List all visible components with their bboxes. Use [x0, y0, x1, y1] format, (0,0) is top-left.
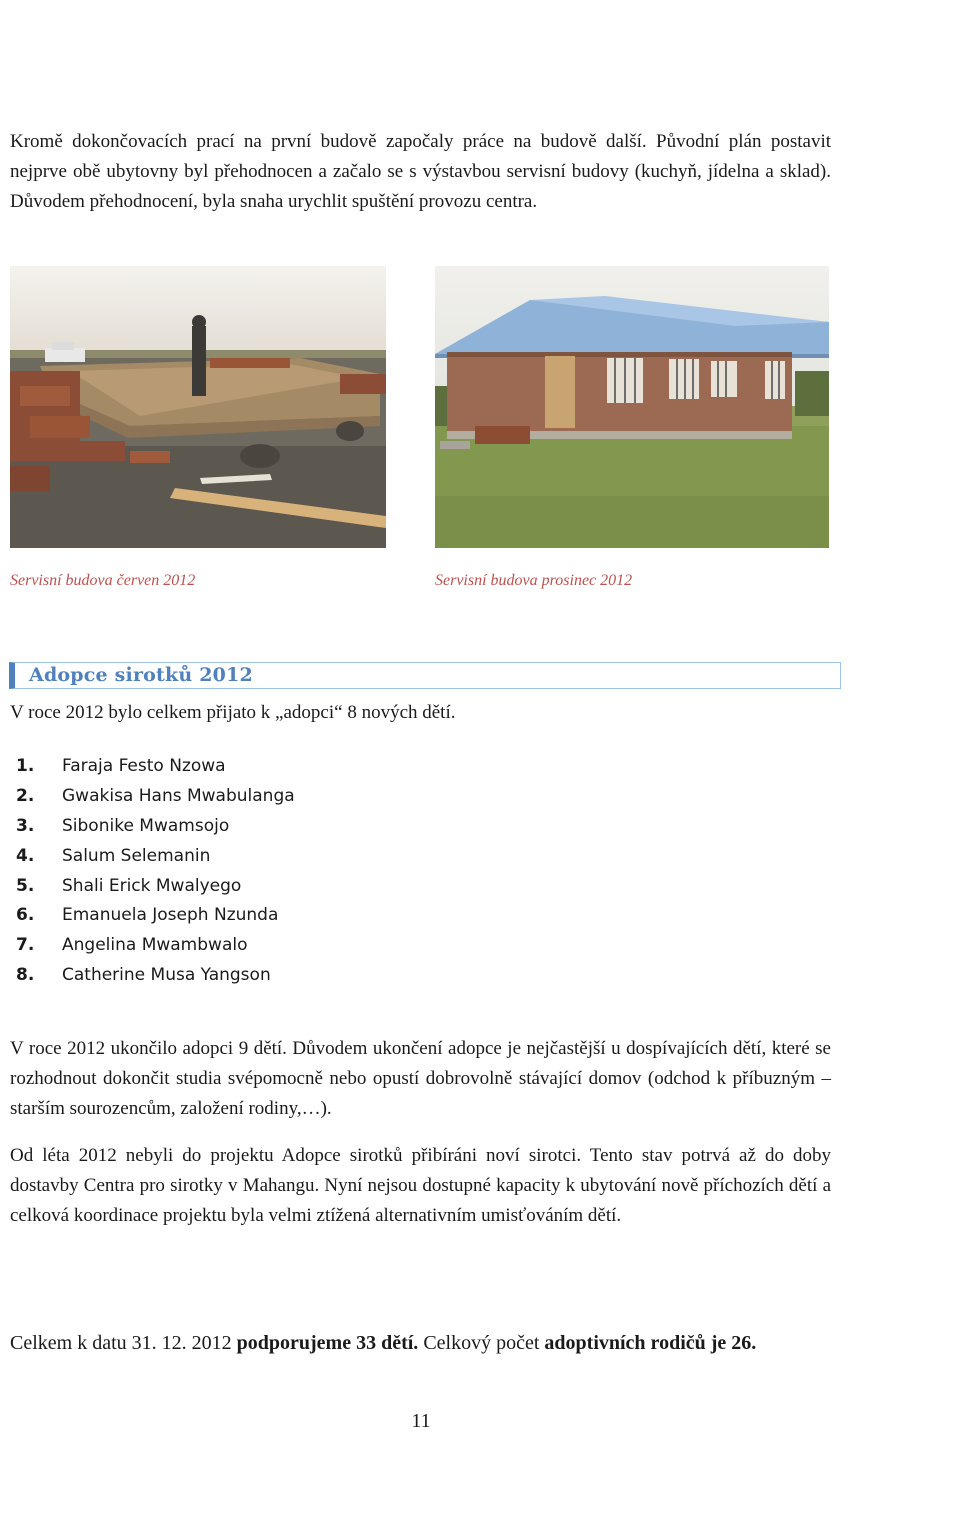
- child-name: Faraja Festo Nzowa: [62, 756, 226, 776]
- list-item: [10, 812, 295, 842]
- child-name: Salum Selemanin: [62, 845, 211, 866]
- photo-caption-right: Servisní budova prosinec 2012: [435, 572, 633, 589]
- child-name: Gwakisa Hans Mwabulanga: [62, 785, 295, 806]
- section-heading: [9, 662, 841, 689]
- construction-foundation-photo: [10, 266, 386, 548]
- photo-caption-left: Servisní budova červen 2012: [10, 572, 196, 589]
- child-name: Emanuela Joseph Nzunda: [62, 905, 279, 926]
- list-item-number: 6.: [16, 905, 35, 926]
- list-item-number: 8.: [16, 965, 35, 986]
- new-orphans-paragraph: Od léta 2012 nebyli do projektu Adopce sirotků přibíráni noví sirotci. Tento stav potrvá až do doby dostavby Centra pro sirotky v Mahangu. Nyní nejsou dostupné kapacity k ubytování nově příchozích dětí a celková koordinace projektu byla velmi ztížená alternativním umisťováním dětí.: [10, 1145, 831, 1226]
- child-name: Angelina Mwambwalo: [62, 935, 248, 956]
- summary-children-count: podporujeme 33 dětí.: [236, 1332, 419, 1354]
- list-item-number: 2.: [16, 785, 35, 806]
- children-list: [10, 752, 295, 991]
- child-name: Shali Erick Mwalyego: [62, 875, 242, 896]
- summary-parents-count: adoptivních rodičů je 26.: [544, 1332, 757, 1354]
- adoption-intro: V roce 2012 bylo celkem přijato k „adopci“ 8 nových dětí.: [10, 702, 456, 723]
- child-name: Catherine Musa Yangson: [62, 965, 271, 986]
- list-item: [10, 782, 295, 812]
- summary-prefix: Celkem k datu 31. 12. 2012: [10, 1332, 237, 1354]
- section-heading-text: Adopce sirotků 2012: [29, 664, 253, 686]
- list-item-number: 4.: [16, 845, 35, 866]
- ended-adoption-paragraph: V roce 2012 ukončilo adopci 9 dětí. Důvodem ukončení adopce je nejčastější u dospívajících dětí, které se rozhodnout dokončit studia svépomocně nebo opustí dobrovolně stávající domov (odchod k příbuzným – starším sourozencům, založení rodiny,…).: [10, 1038, 831, 1119]
- summary-middle: Celkový počet: [418, 1332, 545, 1354]
- summary-paragraph: [10, 1328, 831, 1358]
- list-item-number: 3.: [16, 815, 35, 836]
- list-item: [10, 961, 295, 991]
- list-item-number: 5.: [16, 875, 35, 896]
- list-item: [10, 872, 295, 902]
- child-name: Sibonike Mwamsojo: [62, 815, 230, 836]
- list-item: [10, 842, 295, 872]
- intro-paragraph: Kromě dokončovacích prací na první budově započaly práce na budově další. Původní plán postavit nejprve obě ubytovny byl přehodnocen a začalo se s výstavbou servisní budovy (kuchyň, jídelna a sklad). Důvodem přehodnocení, byla snaha urychlit spuštění provozu centra.: [10, 131, 831, 212]
- list-item: [10, 931, 295, 961]
- service-building-photo: [435, 266, 829, 548]
- list-item: [10, 752, 295, 782]
- list-item-number: 7.: [16, 935, 35, 956]
- page-number: 11: [411, 1410, 431, 1432]
- list-item: [10, 901, 295, 931]
- list-item-number: 1.: [16, 756, 35, 776]
